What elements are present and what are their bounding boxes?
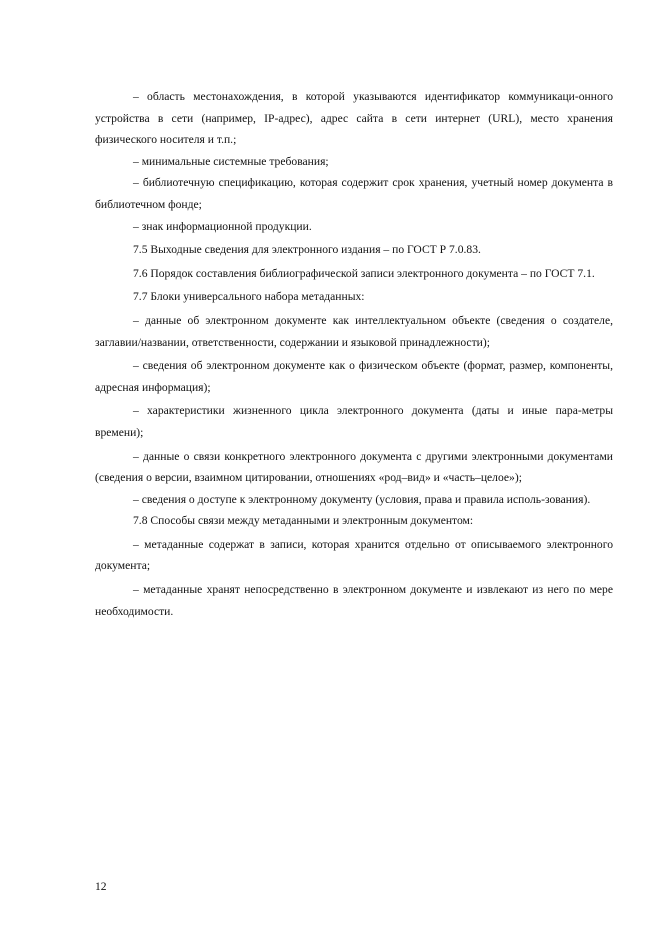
- paragraph-lifecycle: – характеристики жизненного цикла электронного документа (даты и иные пара-метры времени);: [95, 404, 613, 439]
- section-7-5: 7.5 Выходные сведения для электронного издания – по ГОСТ Р 7.0.83.: [133, 243, 481, 257]
- section-7-6: 7.6 Порядок составления библиографической записи электронного документа – по ГОСТ 7.1.: [133, 266, 595, 280]
- section-7-8: 7.8 Способы связи между метаданными и электронным документом:: [133, 514, 474, 528]
- paragraph-separate-record: – метаданные содержат в записи, которая хранится отдельно от описываемого электронного документа;: [95, 537, 613, 573]
- page-number: 12: [95, 880, 107, 893]
- paragraph-document-relations: – данные о связи конкретного электронного документа с другими электронными документами (сведения о версии, взаимном цитировании, отношениях «род–вид» и «часть–целое»);: [95, 449, 613, 485]
- paragraph-library-specification: – библиотечную спецификацию, которая содержит срок хранения, учетный номер документа в библиотечном фонде;: [95, 176, 613, 211]
- body-text: [95, 86, 613, 622]
- paragraph-information-mark: – знак информационной продукции.: [133, 219, 312, 233]
- paragraph-intellectual-object: – данные об электронном документе как интеллектуальном объекте (сведения о создателе, заглавии/названии, ответственности, содержании и языковой принадлежности);: [95, 313, 613, 349]
- paragraph-location-area: – область местонахождения, в которой указываются идентификатор коммуникаци-онного устройства в сети (например, IP-адрес), адрес сайта в сети интернет (URL), место хранения физического носителя и т.п.;: [95, 90, 613, 147]
- section-7-7: 7.7 Блоки универсального набора метаданных:: [133, 290, 365, 304]
- paragraph-physical-object: – сведения об электронном документе как о физическом объекте (формат, размер, компоненты, адресная информация);: [95, 359, 613, 394]
- paragraph-access-info: – сведения о доступе к электронному документу (условия, права и правила исполь-зования).: [133, 492, 591, 506]
- paragraph-embedded-metadata: – метаданные хранят непосредственно в электронном документе и извлекают из него по мере необходимости.: [95, 583, 613, 618]
- paragraph-system-requirements: – минимальные системные требования;: [133, 154, 329, 168]
